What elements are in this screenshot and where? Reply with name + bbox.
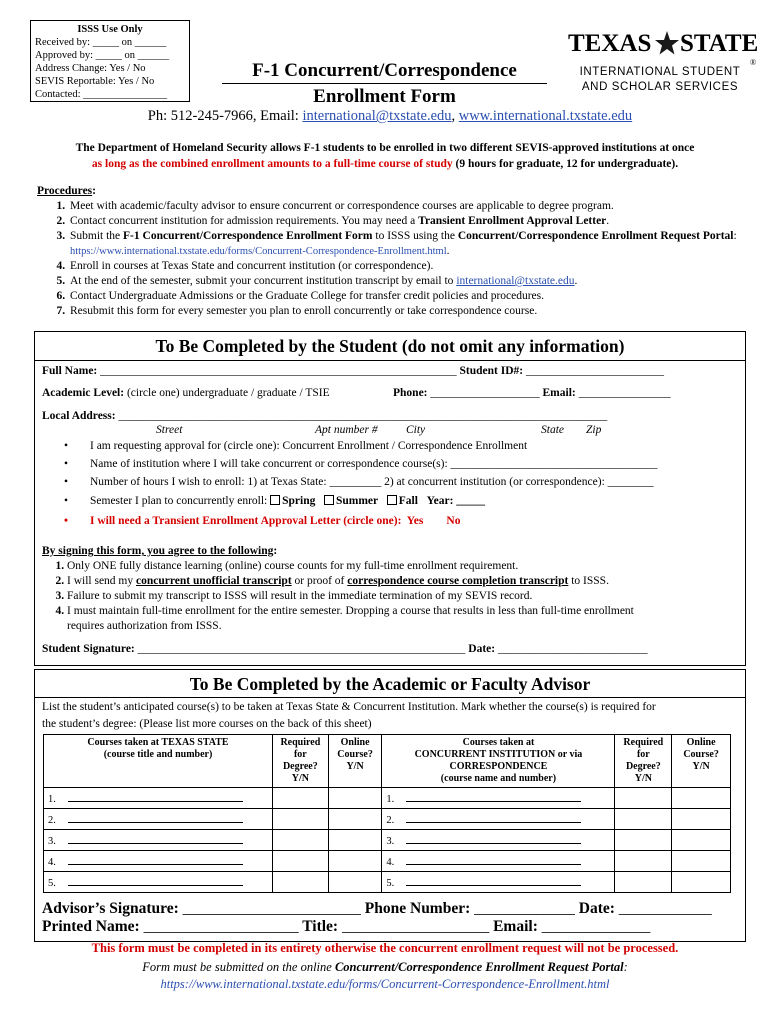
procedure-bold-text: Transient Enrollment Approval Letter: [418, 215, 607, 227]
procedure-text: At the end of the semester, submit your concurrent institution transcript by email to: [70, 275, 457, 287]
agreement-item: [67, 589, 742, 604]
procedure-punct: .: [446, 245, 450, 257]
agreement-text: Failure to submit my transcript to ISSS will result in the immediate termination of my SEVIS record.: [67, 590, 533, 602]
col-header-text: CORRESPONDENCE: [449, 761, 548, 772]
academic-level-label: Academic Level:: [42, 387, 125, 399]
col-texas-state-courses: [44, 735, 273, 788]
contact-line: [40, 108, 740, 125]
required-cell[interactable]: [615, 851, 672, 872]
col-header-text: Required: [280, 737, 321, 748]
academic-level-options[interactable]: (circle one) undergraduate / graduate / TSIE: [124, 387, 330, 399]
row-number: 3.: [48, 836, 56, 847]
online-cell[interactable]: [672, 788, 731, 809]
advisor-instructions-line2: the student’s degree: (Please list more courses on the back of this sheet): [42, 718, 372, 730]
procedures-heading: Procedures: [37, 185, 93, 197]
phone-email-row: [393, 387, 671, 399]
required-cell[interactable]: [273, 809, 329, 830]
course-blank[interactable]: [68, 875, 243, 886]
concurrent-course-cell[interactable]: [382, 851, 615, 872]
procedure-text: Submit the: [70, 230, 124, 242]
advisor-email-label: Email:: [493, 918, 538, 935]
agreement-item: [67, 604, 742, 634]
procedure-bold-text: F-1 Concurrent/Correspondence Enrollment Form: [123, 230, 373, 242]
online-cell[interactable]: [328, 851, 382, 872]
procedure-text: Resubmit this form for every semester you plan to enroll concurrently or take correspondence course.: [70, 305, 538, 317]
table-row: [44, 809, 731, 830]
procedure-punct: .: [574, 275, 578, 287]
local-address-field[interactable]: _____________________________________________________________________________________: [118, 410, 608, 422]
texas-state-course-cell[interactable]: [44, 788, 273, 809]
agreement-text: Only ONE fully distance learning (online) course counts for my full-time enrollment requirement.: [67, 560, 519, 572]
agreement-item: [67, 559, 742, 574]
required-cell[interactable]: [273, 851, 329, 872]
transient-letter-label: I will need a Transient Enrollment Approval Letter (circle one):: [90, 515, 402, 527]
col-header-text: CONCURRENT INSTITUTION or via: [414, 749, 583, 760]
email-label: Email:: [542, 387, 576, 399]
student-section-title: To Be Completed by the Student (do not omit any information): [155, 336, 625, 356]
online-cell[interactable]: [328, 830, 382, 851]
course-blank[interactable]: [406, 854, 581, 865]
col-header-text: (course name and number): [440, 773, 557, 784]
row-number: 4.: [386, 857, 395, 868]
row-number: 4.: [48, 857, 56, 868]
isss-contacted-line[interactable]: Contacted: ________________: [35, 89, 168, 100]
footer-portal-name: Concurrent/Correspondence Enrollment Request Portal: [334, 960, 624, 974]
address-hint-city: City: [406, 424, 426, 436]
col-header-text: Course?: [337, 749, 373, 760]
table-row: [44, 872, 731, 893]
courses-header-row: [44, 735, 731, 788]
col-header-text: Online: [686, 737, 716, 748]
address-hint-street: Street: [156, 424, 183, 436]
online-cell[interactable]: [328, 809, 382, 830]
col-header-text: Y/N: [346, 761, 364, 772]
col-header-text: Online: [340, 737, 370, 748]
course-blank[interactable]: [406, 812, 581, 823]
student-id-label: Student ID#:: [459, 365, 524, 377]
col-header-text: Required: [623, 737, 664, 748]
advisor-signature-field[interactable]: _______________________: [182, 900, 361, 917]
table-row: [44, 851, 731, 872]
required-cell[interactable]: [273, 872, 329, 893]
agreement-text: I must maintain full-time enrollment for the entire semester. Dropping a course that results in less than full-time enrollment: [67, 605, 634, 617]
contact-phone: Ph: 512-245-7966, Email:: [147, 108, 303, 124]
agreement-text: to ISSS.: [568, 575, 609, 587]
table-row: [44, 788, 731, 809]
summer-label: Summer: [335, 495, 379, 507]
required-cell[interactable]: [615, 872, 672, 893]
col-required-degree-1: [273, 735, 329, 788]
student-signature-label: Student Signature:: [42, 643, 135, 655]
footer-colon: :: [623, 960, 628, 974]
advisor-title-label: Title:: [302, 918, 339, 935]
advisor-date-label: Date:: [578, 900, 615, 917]
form-title-line2: Enrollment Form: [313, 86, 456, 107]
agreement-list: [42, 559, 742, 634]
student-id-field[interactable]: ________________________: [525, 365, 664, 377]
concurrent-course-cell[interactable]: [382, 809, 615, 830]
footer-submit-instruction: [20, 960, 750, 975]
procedure-item: [68, 229, 747, 259]
col-header-text: Course?: [683, 749, 719, 760]
local-address-row: [42, 410, 607, 422]
footer-warning: This form must be completed in its entirety otherwise the concurrent enrollment request will not be processed.: [91, 941, 679, 955]
email-field[interactable]: ________________: [578, 387, 671, 399]
procedures-section: [37, 184, 747, 319]
course-blank[interactable]: [68, 791, 243, 802]
col-header-text: for: [636, 749, 650, 760]
col-header-text: Courses taken at: [462, 737, 535, 748]
online-cell[interactable]: [672, 851, 731, 872]
dhs-intro-red-text: as long as the combined enrollment amounts to a full-time course of study: [91, 158, 453, 170]
full-name-row: [42, 365, 664, 377]
fall-checkbox[interactable]: [387, 495, 397, 505]
isss-address-change-line[interactable]: Address Change: Yes / No: [35, 63, 146, 74]
col-header-text: Y/N: [692, 761, 710, 772]
logo-subtitle-line2: AND SCHOLAR SERVICES: [581, 81, 739, 93]
texas-state-course-cell[interactable]: [44, 830, 273, 851]
courses-table: [43, 734, 731, 893]
procedure-text: Meet with academic/faculty advisor to ensure concurrent or correspondence courses are applicable to degree program.: [70, 200, 614, 212]
procedure-bold-text: Concurrent/Correspondence Enrollment Request Portal: [457, 230, 734, 242]
agreement-item: [67, 574, 742, 589]
address-hint-state: State: [541, 424, 564, 436]
row-number: 5.: [48, 878, 56, 889]
logo-subtitle-line1: INTERNATIONAL STUDENT: [579, 66, 741, 78]
concurrent-course-cell[interactable]: [382, 788, 615, 809]
concurrent-course-cell[interactable]: [382, 830, 615, 851]
row-number: 5.: [386, 878, 395, 889]
col-header-text: (course title and number): [103, 749, 213, 760]
texas-state-course-cell[interactable]: [44, 872, 273, 893]
contact-email-link[interactable]: international@txstate.edu: [302, 108, 452, 124]
course-blank[interactable]: [406, 791, 581, 802]
procedure-text: to ISSS using the: [372, 230, 458, 242]
advisor-title-divider: [35, 697, 745, 698]
procedure-punct: :: [733, 230, 737, 242]
address-hint-zip: Zip: [586, 424, 602, 436]
online-cell[interactable]: [672, 872, 731, 893]
transient-yes-option[interactable]: Yes: [406, 515, 424, 527]
advisor-email-field[interactable]: ______________: [541, 918, 651, 935]
table-row: [44, 830, 731, 851]
footer-portal-link[interactable]: https://www.international.txstate.edu/forms/Concurrent-Correspondence-Enrollment.html: [160, 977, 610, 991]
required-cell[interactable]: [615, 788, 672, 809]
advisor-title-field[interactable]: ___________________: [341, 918, 490, 935]
bullet-request-type[interactable]: • I am requesting approval for (circle one): Concurrent Enrollment / Correspondence Enrollment: [90, 440, 527, 452]
col-header-text: Y/N: [291, 773, 309, 784]
agreement-colon: :: [273, 545, 278, 557]
summer-checkbox[interactable]: [324, 495, 334, 505]
col-required-degree-2: [615, 735, 672, 788]
isss-received-line[interactable]: Received by: _____ on ______: [35, 37, 167, 48]
advisor-date-field[interactable]: ____________: [618, 900, 712, 917]
bullet-transient-letter: [90, 515, 460, 527]
course-blank[interactable]: [406, 875, 581, 886]
address-hint-apt: Apt number #: [315, 424, 378, 436]
student-date-label: Date:: [468, 643, 496, 655]
procedure-item: [68, 214, 747, 229]
row-number: 3.: [386, 836, 395, 847]
concurrent-course-cell[interactable]: [382, 872, 615, 893]
isss-box-title: ISSS Use Only: [77, 24, 143, 35]
semester-label: Semester I plan to concurrently enroll:: [90, 495, 271, 507]
procedure-item: [68, 289, 747, 304]
agreement-text: I will send my: [67, 575, 136, 587]
row-number: 2.: [48, 815, 56, 826]
col-header-text: Degree?: [282, 761, 318, 772]
procedure-email-link[interactable]: international@txstate.edu: [456, 275, 575, 287]
advisor-printed-name-row: [42, 918, 650, 936]
spring-label: Spring: [282, 495, 316, 507]
advisor-section-title: To Be Completed by the Academic or Faculty Advisor: [189, 674, 591, 694]
procedure-punct: .: [606, 215, 610, 227]
student-signature-row: [42, 643, 647, 655]
procedure-item: [68, 274, 747, 289]
bullet-hours[interactable]: • Number of hours I wish to enroll: 1) at Texas State: _________ 2) at concurrent institution (or correspondence): ________: [90, 476, 654, 488]
procedure-text: Contact Undergraduate Admissions or the Graduate College for transfer credit policies and procedures.: [70, 290, 545, 302]
logo-word-state: STATE: [680, 30, 759, 57]
contact-website-link[interactable]: www.international.txstate.edu: [458, 108, 633, 124]
phone-field[interactable]: ___________________: [430, 387, 540, 399]
course-blank[interactable]: [68, 854, 243, 865]
transient-no-option[interactable]: No: [446, 515, 461, 527]
logo-word-texas: TEXAS: [568, 30, 652, 57]
online-cell[interactable]: [328, 872, 382, 893]
col-header-text: Degree?: [625, 761, 661, 772]
year-field[interactable]: Year: _____: [426, 495, 486, 507]
full-name-field[interactable]: ______________________________________________________________: [100, 365, 457, 377]
texas-state-course-cell[interactable]: [44, 809, 273, 830]
dhs-intro-line1: The Department of Homeland Security allows F-1 students to be enrolled in two different SEVIS-approved institutions at once: [75, 142, 695, 154]
agreement-text: requires authorization from ISSS.: [67, 620, 222, 632]
form-title-line1: F-1 Concurrent/Correspondence: [222, 60, 547, 84]
online-cell[interactable]: [672, 830, 731, 851]
student-title-divider: [35, 360, 745, 361]
procedure-item: [68, 259, 747, 274]
online-cell[interactable]: [328, 788, 382, 809]
row-number: 2.: [386, 815, 395, 826]
agreement-heading: By signing this form, you agree to the following: [42, 545, 274, 557]
advisor-signature-row: [42, 900, 712, 918]
col-header-text: for: [293, 749, 307, 760]
dhs-intro: [20, 140, 750, 172]
academic-level-row: [42, 387, 330, 399]
course-blank[interactable]: [68, 812, 243, 823]
texas-state-course-cell[interactable]: [44, 851, 273, 872]
row-number: 1.: [386, 794, 395, 805]
required-cell[interactable]: [615, 830, 672, 851]
advisor-printed-name-label: Printed Name:: [42, 918, 140, 935]
required-cell[interactable]: [615, 809, 672, 830]
contact-separator: ,: [451, 108, 459, 124]
procedures-colon: :: [92, 185, 96, 197]
full-name-label: Full Name:: [42, 365, 98, 377]
isss-sevis-line[interactable]: SEVIS Reportable: Yes / No: [35, 76, 155, 87]
col-online-course-1: [328, 735, 382, 788]
phone-label: Phone:: [393, 387, 428, 399]
dhs-intro-hours: (9 hours for graduate, 12 for undergraduate).: [452, 158, 679, 170]
agreement-bold-text: correspondence course completion transcript: [347, 575, 569, 587]
procedure-item: [68, 304, 747, 319]
advisor-printed-name-field[interactable]: ____________________: [143, 918, 299, 935]
course-blank[interactable]: [68, 833, 243, 844]
advisor-instructions-line1: List the student’s anticipated course(s) to be taken at Texas State & Concurrent Institution. Mark whether the course(s) is required for: [42, 701, 656, 713]
isss-approved-line[interactable]: Approved by: _____ on ______: [35, 50, 170, 61]
col-header-text: Y/N: [634, 773, 652, 784]
agreement-section: [42, 544, 742, 634]
online-cell[interactable]: [672, 809, 731, 830]
procedure-text: Enroll in courses at Texas State and concurrent institution (or correspondence).: [70, 260, 434, 272]
footer-submit-text: Form must be submitted on the online: [142, 960, 335, 974]
bullet-institution-name[interactable]: • Name of institution where I will take concurrent or correspondence course(s): ____________________________________: [90, 458, 658, 470]
procedure-text: Contact concurrent institution for admission requirements. You may need a: [70, 215, 419, 227]
isss-use-only-box: [30, 20, 190, 102]
spring-checkbox[interactable]: [270, 495, 280, 505]
required-cell[interactable]: [273, 788, 329, 809]
required-cell[interactable]: [273, 830, 329, 851]
fall-label: Fall: [398, 495, 418, 507]
logo-registered-mark: ®: [750, 58, 757, 67]
texas-state-logo: [560, 30, 760, 100]
advisor-signature-label: Advisor’s Signature:: [42, 900, 179, 917]
student-date-field[interactable]: __________________________: [497, 643, 648, 655]
procedures-list: [37, 199, 747, 319]
col-concurrent-courses: [382, 735, 615, 788]
procedure-item: [68, 199, 747, 214]
bullet-semester: [90, 495, 485, 507]
star-icon: [654, 30, 680, 56]
row-number: 1.: [48, 794, 56, 805]
col-online-course-2: [672, 735, 731, 788]
advisor-phone-field[interactable]: _____________: [474, 900, 575, 917]
course-blank[interactable]: [406, 833, 581, 844]
agreement-bold-text: concurrent unofficial transcript: [136, 575, 292, 587]
student-signature-field[interactable]: _________________________________________________________: [137, 643, 466, 655]
advisor-phone-label: Phone Number:: [364, 900, 471, 917]
local-address-label: Local Address:: [42, 410, 116, 422]
procedure-portal-link[interactable]: https://www.international.txstate.edu/forms/Concurrent-Correspondence-Enrollment.html: [70, 246, 447, 257]
col-header-text: Courses taken at TEXAS STATE: [87, 737, 229, 748]
agreement-text: or proof of: [291, 575, 348, 587]
